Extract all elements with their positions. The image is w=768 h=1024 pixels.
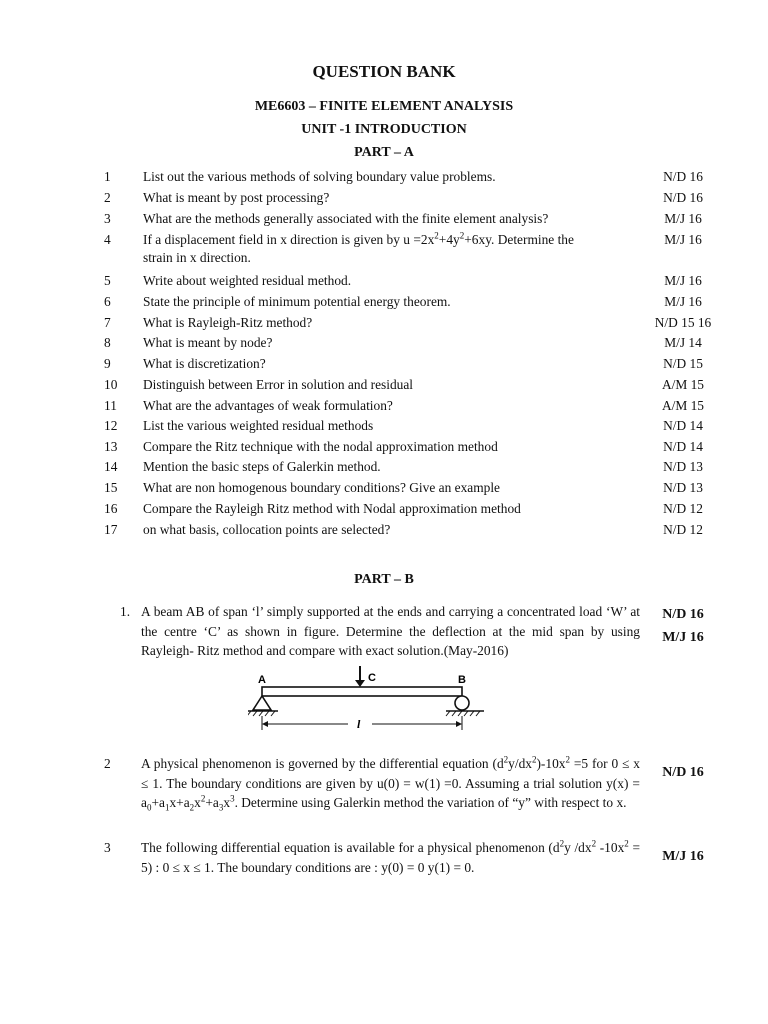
pin-support-left: [253, 696, 271, 710]
question-number: 13: [104, 439, 118, 454]
question-text: What is discretization?: [143, 356, 266, 371]
exam-code: N/D 12: [663, 522, 703, 537]
course-title: ME6603 – FINITE ELEMENT ANALYSIS: [254, 99, 514, 114]
label-a: A: [258, 674, 266, 686]
question-text: on what basis, collocation points are selected?: [143, 522, 391, 537]
exam-code: M/J 16: [664, 211, 702, 226]
page-title: QUESTION BANK: [312, 62, 456, 81]
question-text: Mention the basic steps of Galerkin method.: [143, 459, 381, 474]
exam-code: N/D 12: [663, 501, 703, 516]
question-number: 7: [104, 315, 111, 330]
question-number: 12: [104, 418, 118, 433]
exam-code: N/D 13: [663, 459, 703, 474]
question-number: 6: [104, 294, 111, 309]
question-number: 15: [104, 480, 118, 495]
question-number: 2: [104, 190, 111, 205]
question-number: 14: [104, 459, 118, 474]
question-number: 3: [104, 840, 111, 855]
question-number: 16: [104, 501, 118, 516]
roller-support-right: [455, 696, 469, 710]
exam-code: A/M 15: [661, 398, 705, 413]
exam-code: M/J 14: [664, 335, 702, 350]
exam-code: N/D 16: [662, 765, 704, 780]
exam-code: N/D 16: [663, 169, 703, 184]
question-text: What is Rayleigh-Ritz method?: [143, 315, 313, 330]
question-number: 10: [104, 377, 118, 392]
question-number: 2: [104, 756, 111, 771]
question-text: A physical phenomenon is governed by the differential equation $(d^2y/dx^2)-10x^2 =5$ for 0 ≤ x ≤ 1. The boundary conditions are given by u(0) = w(1) =0. Assuming a trial solution $y(x) = a_0+a_1x+a_2x^2+a_3x^3$. Determine using Galerkin method the variation of “y” with respect to x.: [141, 754, 640, 813]
exam-code: N/D 14: [663, 439, 703, 454]
question-number: 1: [104, 169, 111, 184]
exam-code: M/J 16: [662, 630, 704, 645]
question-number: 9: [104, 356, 111, 371]
beam-figure: [248, 664, 493, 734]
question-text: State the principle of minimum potential energy theorem.: [143, 294, 451, 309]
exam-code: N/D 16: [662, 607, 704, 622]
question-text: Compare the Rayleigh Ritz method with Nodal approximation method: [143, 501, 521, 516]
exam-code: N/D 15: [663, 356, 703, 371]
label-b: B: [458, 674, 466, 686]
load-arrowhead: [355, 680, 365, 687]
question-text: What is meant by post processing?: [143, 190, 330, 205]
question-number: 11: [104, 398, 117, 413]
part-a-heading: PART – A: [354, 145, 414, 160]
beam: [262, 687, 462, 696]
question-number: 3: [104, 211, 111, 226]
exam-code: A/M 15: [661, 377, 705, 392]
question-text: Distinguish between Error in solution and residual: [143, 377, 413, 392]
question-number: 1.: [120, 604, 131, 619]
question-text: List out the various methods of solving boundary value problems.: [143, 169, 496, 184]
label-c: C: [368, 672, 376, 684]
exam-code: M/J 16: [664, 294, 702, 309]
question-text: If a displacement field in x direction is given by $u =2x^2+4y^2+6xy$. Determine the strain in x direction.: [143, 230, 574, 265]
question-number: 8: [104, 335, 111, 350]
question-number: 5: [104, 273, 111, 288]
question-text: What are the advantages of weak formulation?: [143, 398, 393, 413]
exam-code: M/J 16: [662, 849, 704, 864]
question-text: What are the methods generally associated with the finite element analysis?: [143, 211, 549, 226]
unit-title: UNIT -1 INTRODUCTION: [301, 122, 467, 137]
question-text: Compare the Ritz technique with the nodal approximation method: [143, 439, 498, 454]
exam-code: M/J 16: [664, 273, 702, 288]
question-text: A beam AB of span ‘l’ simply supported at the ends and carrying a concentrated load ‘W’ at the centre ‘C’ as shown in figure. Determine the deflection at the mid span by using Rayleigh- Ritz method and compare with exact solution.(May-2016): [141, 604, 640, 658]
question-number: 17: [104, 522, 118, 537]
question-text: The following differential equation is available for a physical phenomenon ($d^2y$ $/dx^2$ $-10x^2 = 5$) : 0 ≤ x ≤ 1. The boundary conditions are : y(0) = 0 y(1) = 0.: [141, 838, 640, 875]
part-b-heading: PART – B: [354, 572, 414, 587]
exam-code: N/D 14: [663, 418, 703, 433]
question-number: 4: [104, 232, 111, 247]
label-span-l: l: [357, 717, 361, 731]
exam-code: N/D 15 16: [654, 315, 712, 330]
exam-code: M/J 16: [664, 232, 702, 247]
exam-code: N/D 16: [663, 190, 703, 205]
question-text: Write about weighted residual method.: [143, 273, 352, 288]
question-text: What is meant by node?: [143, 335, 273, 350]
question-text: List the various weighted residual methods: [143, 418, 374, 433]
question-text: What are non homogenous boundary conditions? Give an example: [143, 480, 500, 495]
exam-code: N/D 13: [663, 480, 703, 495]
